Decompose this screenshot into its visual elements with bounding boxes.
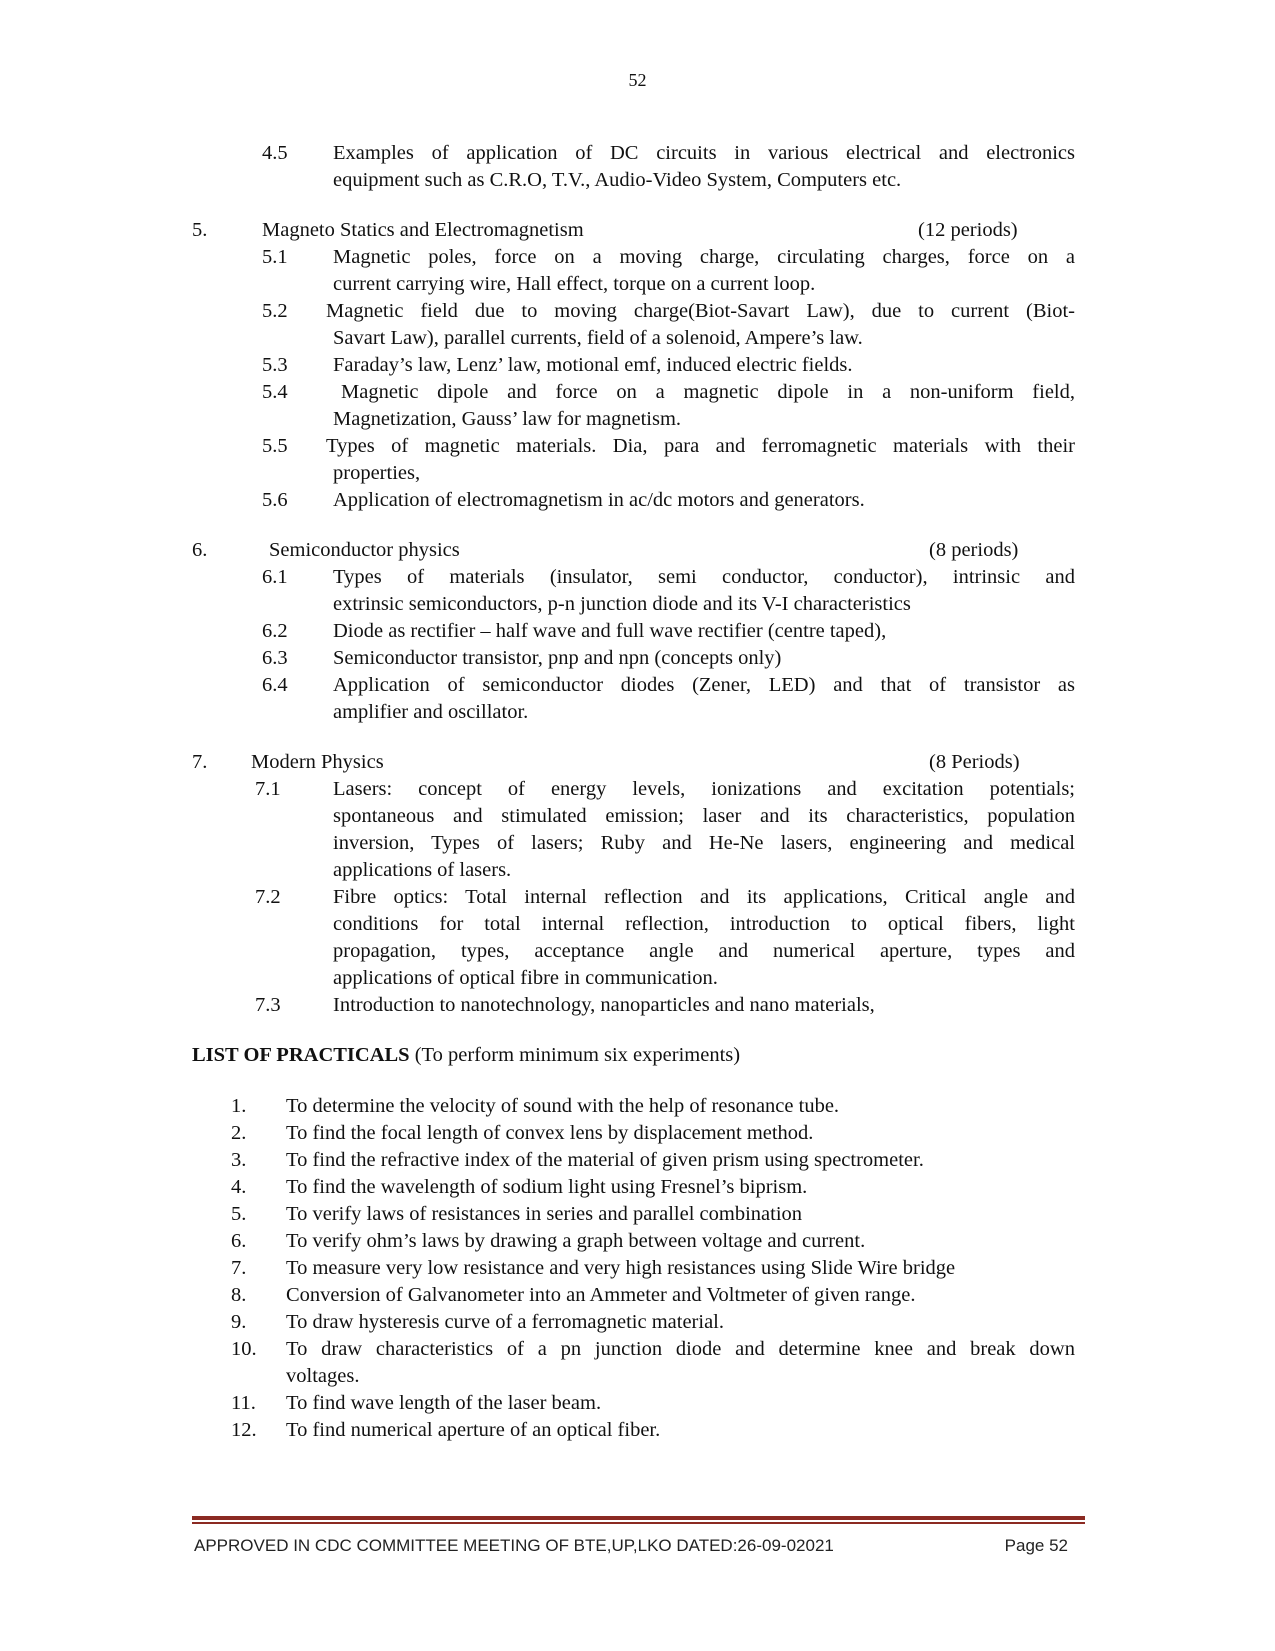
- item-line: Diode as rectifier – half wave and full wave rectifier (centre taped),: [333, 620, 887, 642]
- item-line: propagation, types, acceptance angle and numerical aperture, types and: [333, 940, 1075, 962]
- practical-number: 8.: [231, 1284, 247, 1306]
- item-number: 7.2: [255, 886, 281, 908]
- item-line: Examples of application of DC circuits in various electrical and electronics: [333, 142, 1075, 164]
- section-title: Modern Physics: [251, 751, 384, 773]
- practical-number: 5.: [231, 1203, 247, 1225]
- section-number: 5.: [192, 219, 208, 241]
- practicals-heading: LIST OF PRACTICALS: [192, 1044, 410, 1066]
- practical-line: To find the refractive index of the material of given prism using spectrometer.: [286, 1149, 924, 1171]
- practicals-subheading: (To perform minimum six experiments): [414, 1044, 741, 1066]
- item-line: Savart Law), parallel currents, field of a solenoid, Ampere’s law.: [333, 327, 863, 349]
- item-number: 5.5: [262, 435, 288, 457]
- section-periods: (12 periods): [918, 219, 1018, 241]
- practical-number: 4.: [231, 1176, 247, 1198]
- item-line: Types of materials (insulator, semi conductor, conductor), intrinsic and: [333, 566, 1075, 588]
- practical-number: 12.: [231, 1419, 257, 1441]
- practical-number: 2.: [231, 1122, 247, 1144]
- section-number: 7.: [192, 751, 208, 773]
- item-line: Application of electromagnetism in ac/dc motors and generators.: [333, 489, 865, 511]
- section-number: 6.: [192, 539, 208, 561]
- item-line: extrinsic semiconductors, p-n junction diode and its V-I characteristics: [333, 593, 911, 615]
- practical-line: To find wave length of the laser beam.: [286, 1392, 602, 1414]
- item-number: 6.3: [262, 647, 288, 669]
- item-line: applications of lasers.: [333, 859, 512, 881]
- practical-line: To draw characteristics of a pn junction diode and determine knee and break down: [286, 1338, 1075, 1360]
- section-title: Magneto Statics and Electromagnetism: [262, 219, 584, 241]
- item-line: applications of optical fibre in communication.: [333, 967, 718, 989]
- footer-rule-thick: [192, 1516, 1085, 1520]
- item-number: 5.2: [262, 300, 288, 322]
- item-line: Application of semiconductor diodes (Zener, LED) and that of transistor as: [333, 674, 1075, 696]
- practical-line: To find the focal length of convex lens by displacement method.: [286, 1122, 814, 1144]
- item-line: current carrying wire, Hall effect, torque on a current loop.: [333, 273, 816, 295]
- section-periods: (8 Periods): [929, 751, 1020, 773]
- item-line: Magnetic poles, force on a moving charge, circulating charges, force on a: [333, 246, 1075, 268]
- footer-rule-thin: [192, 1522, 1085, 1524]
- page-number: 52: [628, 70, 647, 90]
- section-title: Semiconductor physics: [269, 539, 460, 561]
- item-number: 5.4: [262, 381, 288, 403]
- practical-line: voltages.: [286, 1365, 360, 1387]
- item-number: 5.3: [262, 354, 288, 376]
- item-line: Faraday’s law, Lenz’ law, motional emf, induced electric fields.: [333, 354, 853, 376]
- item-number: 4.5: [262, 142, 288, 164]
- item-line: amplifier and oscillator.: [333, 701, 529, 723]
- item-number: 6.4: [262, 674, 288, 696]
- section-periods: (8 periods): [929, 539, 1019, 561]
- item-line: Magnetic field due to moving charge(Biot-Savart Law), due to current (Biot-: [326, 300, 1075, 322]
- item-line: conditions for total internal reflection, introduction to optical fibers, light: [333, 913, 1075, 935]
- item-line: equipment such as C.R.O, T.V., Audio-Video System, Computers etc.: [333, 169, 902, 191]
- practical-number: 11.: [231, 1392, 256, 1414]
- item-line: Fibre optics: Total internal reflection and its applications, Critical angle and: [333, 886, 1075, 908]
- footer-approval-text: APPROVED IN CDC COMMITTEE MEETING OF BTE,UP,LKO DATED:26-09-02021: [194, 1536, 834, 1555]
- practical-line: To determine the velocity of sound with the help of resonance tube.: [286, 1095, 840, 1117]
- item-number: 6.2: [262, 620, 288, 642]
- item-line: Magnetic dipole and force on a magnetic dipole in a non-uniform field,: [341, 381, 1075, 403]
- practicals-heading-row: [192, 1042, 740, 1069]
- item-line: Types of magnetic materials. Dia, para and ferromagnetic materials with their: [326, 435, 1075, 457]
- item-number: 5.1: [262, 246, 288, 268]
- item-line: Lasers: concept of energy levels, ionizations and excitation potentials;: [333, 778, 1075, 800]
- practical-line: To draw hysteresis curve of a ferromagnetic material.: [286, 1311, 724, 1333]
- footer-page-label: Page 52: [1004, 1536, 1068, 1555]
- item-number: 7.3: [255, 994, 281, 1016]
- practical-number: 9.: [231, 1311, 247, 1333]
- practical-number: 10.: [231, 1338, 257, 1360]
- practical-number: 7.: [231, 1257, 247, 1279]
- practical-line: To verify laws of resistances in series and parallel combination: [286, 1203, 803, 1225]
- item-line: inversion, Types of lasers; Ruby and He-Ne lasers, engineering and medical: [333, 832, 1075, 854]
- item-line: properties,: [333, 462, 421, 484]
- practical-line: To find numerical aperture of an optical fiber.: [286, 1419, 661, 1441]
- practical-line: To verify ohm’s laws by drawing a graph between voltage and current.: [286, 1230, 866, 1252]
- practical-number: 6.: [231, 1230, 247, 1252]
- item-number: 5.6: [262, 489, 288, 511]
- practical-number: 1.: [231, 1095, 247, 1117]
- item-line: spontaneous and stimulated emission; laser and its characteristics, population: [333, 805, 1075, 827]
- practical-line: Conversion of Galvanometer into an Ammeter and Voltmeter of given range.: [286, 1284, 916, 1306]
- item-line: Magnetization, Gauss’ law for magnetism.: [333, 408, 682, 430]
- practical-number: 3.: [231, 1149, 247, 1171]
- practical-line: To find the wavelength of sodium light using Fresnel’s biprism.: [286, 1176, 808, 1198]
- item-number: 6.1: [262, 566, 288, 588]
- item-number: 7.1: [255, 778, 281, 800]
- practical-line: To measure very low resistance and very high resistances using Slide Wire bridge: [286, 1257, 956, 1279]
- item-line: Semiconductor transistor, pnp and npn (concepts only): [333, 647, 782, 669]
- item-line: Introduction to nanotechnology, nanoparticles and nano materials,: [333, 994, 875, 1016]
